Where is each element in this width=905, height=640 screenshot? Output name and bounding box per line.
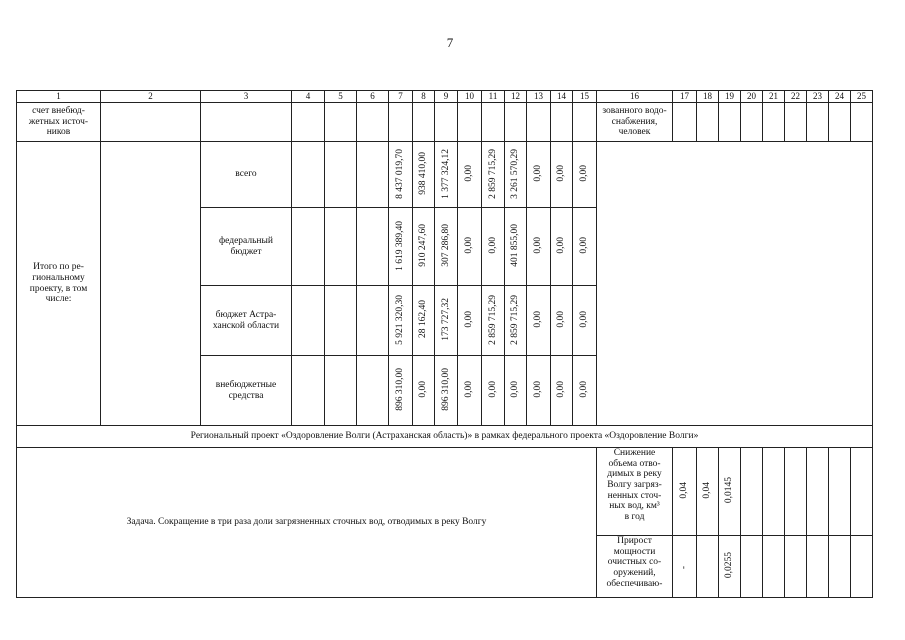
amount-value: 0,00 — [418, 381, 429, 398]
column-number-19: 19 — [719, 91, 741, 103]
amount-value: 307 286,80 — [440, 224, 451, 267]
column-number-row — [17, 91, 873, 103]
continuation-row — [17, 103, 873, 142]
amount-cell — [435, 356, 458, 426]
amount-cell — [505, 356, 527, 426]
cell — [807, 103, 829, 142]
column-number-13: 13 — [527, 91, 551, 103]
column-number-10: 10 — [458, 91, 482, 103]
amount-value: 2 859 715,29 — [487, 294, 498, 345]
amount-cell — [551, 286, 573, 356]
cell — [741, 536, 763, 598]
source-name: всего — [201, 142, 292, 208]
cell — [527, 103, 551, 142]
amount-value: 0,00 — [464, 311, 475, 328]
project-title-row — [17, 426, 873, 448]
total-label: Итого по ре- гиональному проекту, в том числе: — [17, 142, 101, 426]
amount-value: 0,00 — [533, 237, 544, 254]
amount-cell — [389, 286, 413, 356]
amount-cell — [573, 356, 597, 426]
column-number-8: 8 — [413, 91, 435, 103]
indicator-value-cell — [697, 536, 719, 598]
amount-value: 0,00 — [464, 237, 475, 254]
amount-value: 0,00 — [556, 381, 567, 398]
amount-cell — [505, 208, 527, 286]
amount-cell — [482, 286, 505, 356]
column-number-1: 1 — [17, 91, 101, 103]
cell — [325, 286, 357, 356]
amount-value: 8 437 019,70 — [395, 148, 406, 199]
amount-value: 0,00 — [556, 237, 567, 254]
cell — [829, 536, 851, 598]
amount-value: 5 921 320,30 — [395, 294, 406, 345]
total-row — [17, 142, 873, 208]
indicator-value: 0,04 — [679, 482, 690, 499]
amount-cell — [413, 142, 435, 208]
amount-value: 0,00 — [464, 165, 475, 182]
cell — [551, 103, 573, 142]
indicator-row — [17, 448, 873, 536]
amount-value: 2 859 715,29 — [510, 294, 521, 345]
column-number-6: 6 — [357, 91, 389, 103]
amount-cell — [573, 208, 597, 286]
amount-value: 938 410,00 — [418, 152, 429, 195]
column-number-17: 17 — [673, 91, 697, 103]
amount-value: 28 162,40 — [418, 300, 429, 339]
cell — [851, 103, 873, 142]
column-number-14: 14 — [551, 91, 573, 103]
column-number-25: 25 — [851, 91, 873, 103]
cell — [573, 103, 597, 142]
amount-cell — [435, 286, 458, 356]
amount-value: 0,00 — [579, 165, 590, 182]
amount-value: 0,00 — [533, 311, 544, 328]
column-number-18: 18 — [697, 91, 719, 103]
cell — [357, 356, 389, 426]
cell — [458, 103, 482, 142]
cell — [101, 103, 201, 142]
column-number-12: 12 — [505, 91, 527, 103]
cell — [357, 103, 389, 142]
amount-value: 0,00 — [579, 381, 590, 398]
amount-value: 173 727,32 — [440, 298, 451, 341]
document-sheet — [16, 90, 873, 598]
indicator-name: Прирост мощности очистных со- оружений, обеспечиваю- — [597, 536, 673, 598]
amount-value: 0,00 — [487, 237, 498, 254]
task-label: Задача. Сокращение в три раза доли загрязненных сточных вод, отводимых в реку Волгу — [17, 448, 597, 598]
amount-cell — [505, 286, 527, 356]
indicator-value-cell — [673, 448, 697, 536]
cell — [325, 142, 357, 208]
column-number-5: 5 — [325, 91, 357, 103]
amount-cell — [551, 208, 573, 286]
amount-cell — [413, 208, 435, 286]
top-row-col16: зованного водо- снабжения, человек — [597, 103, 673, 142]
column-number-24: 24 — [829, 91, 851, 103]
cell — [763, 536, 785, 598]
amount-cell — [458, 356, 482, 426]
cell — [673, 103, 697, 142]
column-number-23: 23 — [807, 91, 829, 103]
column-number-16: 16 — [597, 91, 673, 103]
cell — [435, 103, 458, 142]
amount-cell — [527, 208, 551, 286]
amount-value: 401 855,00 — [510, 224, 521, 267]
cell — [292, 356, 325, 426]
column-number-22: 22 — [785, 91, 807, 103]
amount-value: 0,00 — [487, 381, 498, 398]
indicator-value-cell — [719, 536, 741, 598]
amount-value: 2 859 715,29 — [487, 148, 498, 199]
indicator-name: Снижение объема отво- димых в реку Волгу загряз- ненных сточ- ных вод, км³ в год — [597, 448, 673, 536]
cell — [785, 103, 807, 142]
amount-value: 0,00 — [579, 237, 590, 254]
column-number-4: 4 — [292, 91, 325, 103]
amount-cell — [527, 286, 551, 356]
cell — [413, 103, 435, 142]
amount-value: 0,00 — [510, 381, 521, 398]
amount-cell — [573, 142, 597, 208]
cell — [697, 103, 719, 142]
amount-cell — [458, 286, 482, 356]
amount-value: 0,00 — [579, 311, 590, 328]
amount-cell — [551, 142, 573, 208]
cell — [785, 448, 807, 536]
indicator-value-cell — [719, 448, 741, 536]
cell — [785, 536, 807, 598]
top-row-col1: счет внебюд- жетных источ- ников — [17, 103, 101, 142]
cell — [357, 142, 389, 208]
amount-cell — [435, 208, 458, 286]
cell — [719, 103, 741, 142]
budget-table — [16, 90, 873, 598]
column-number-11: 11 — [482, 91, 505, 103]
cell — [325, 356, 357, 426]
cell — [357, 286, 389, 356]
column-number-15: 15 — [573, 91, 597, 103]
cell — [325, 103, 357, 142]
cell — [829, 103, 851, 142]
amount-cell — [413, 286, 435, 356]
indicator-value: 0,0255 — [724, 552, 735, 579]
indicator-value-cell — [697, 448, 719, 536]
amount-value: 1 619 389,40 — [395, 220, 406, 271]
cell — [389, 103, 413, 142]
cell — [292, 208, 325, 286]
cell — [292, 103, 325, 142]
cell — [357, 208, 389, 286]
amount-cell — [573, 286, 597, 356]
amount-value: 0,00 — [556, 165, 567, 182]
cell — [763, 103, 785, 142]
cell — [807, 448, 829, 536]
cell — [325, 208, 357, 286]
cell — [741, 103, 763, 142]
indicator-value: - — [679, 566, 690, 570]
cell — [482, 103, 505, 142]
amount-value: 896 310,00 — [440, 368, 451, 411]
amount-cell — [551, 356, 573, 426]
project-title: Региональный проект «Оздоровление Волги (Астраханская область)» в рамках федерального проекта «Оздоровление Волги» — [17, 426, 873, 448]
indicator-value-cell — [673, 536, 697, 598]
amount-value: 0,00 — [533, 381, 544, 398]
amount-cell — [482, 356, 505, 426]
column-number-21: 21 — [763, 91, 785, 103]
amount-value: 3 261 570,29 — [510, 148, 521, 199]
amount-value: 910 247,60 — [418, 224, 429, 267]
amount-cell — [389, 208, 413, 286]
indicator-value: 0,04 — [702, 482, 713, 499]
amount-cell — [413, 356, 435, 426]
amount-cell — [389, 142, 413, 208]
amount-cell — [482, 142, 505, 208]
column-number-9: 9 — [435, 91, 458, 103]
cell — [201, 103, 292, 142]
amount-cell — [482, 208, 505, 286]
cell — [597, 142, 873, 426]
amount-value: 0,00 — [464, 381, 475, 398]
cell — [851, 536, 873, 598]
amount-cell — [527, 356, 551, 426]
cell — [505, 103, 527, 142]
cell — [741, 448, 763, 536]
amount-cell — [458, 142, 482, 208]
column-number-2: 2 — [101, 91, 201, 103]
cell — [101, 142, 201, 426]
amount-cell — [527, 142, 551, 208]
cell — [851, 448, 873, 536]
amount-value: 0,00 — [556, 311, 567, 328]
source-name: бюджет Астра- ханской области — [201, 286, 292, 356]
cell — [829, 448, 851, 536]
source-name: федеральный бюджет — [201, 208, 292, 286]
amount-value: 896 310,00 — [395, 368, 406, 411]
column-number-3: 3 — [201, 91, 292, 103]
amount-cell — [435, 142, 458, 208]
cell — [807, 536, 829, 598]
indicator-value: 0,0145 — [724, 477, 735, 504]
cell — [292, 142, 325, 208]
cell — [292, 286, 325, 356]
amount-cell — [458, 208, 482, 286]
amount-value: 1 377 324,12 — [440, 148, 451, 199]
source-name: внебюджетные средства — [201, 356, 292, 426]
column-number-20: 20 — [741, 91, 763, 103]
cell — [763, 448, 785, 536]
amount-cell — [505, 142, 527, 208]
column-number-7: 7 — [389, 91, 413, 103]
amount-cell — [389, 356, 413, 426]
page-number: 7 — [446, 35, 454, 50]
amount-value: 0,00 — [533, 165, 544, 182]
